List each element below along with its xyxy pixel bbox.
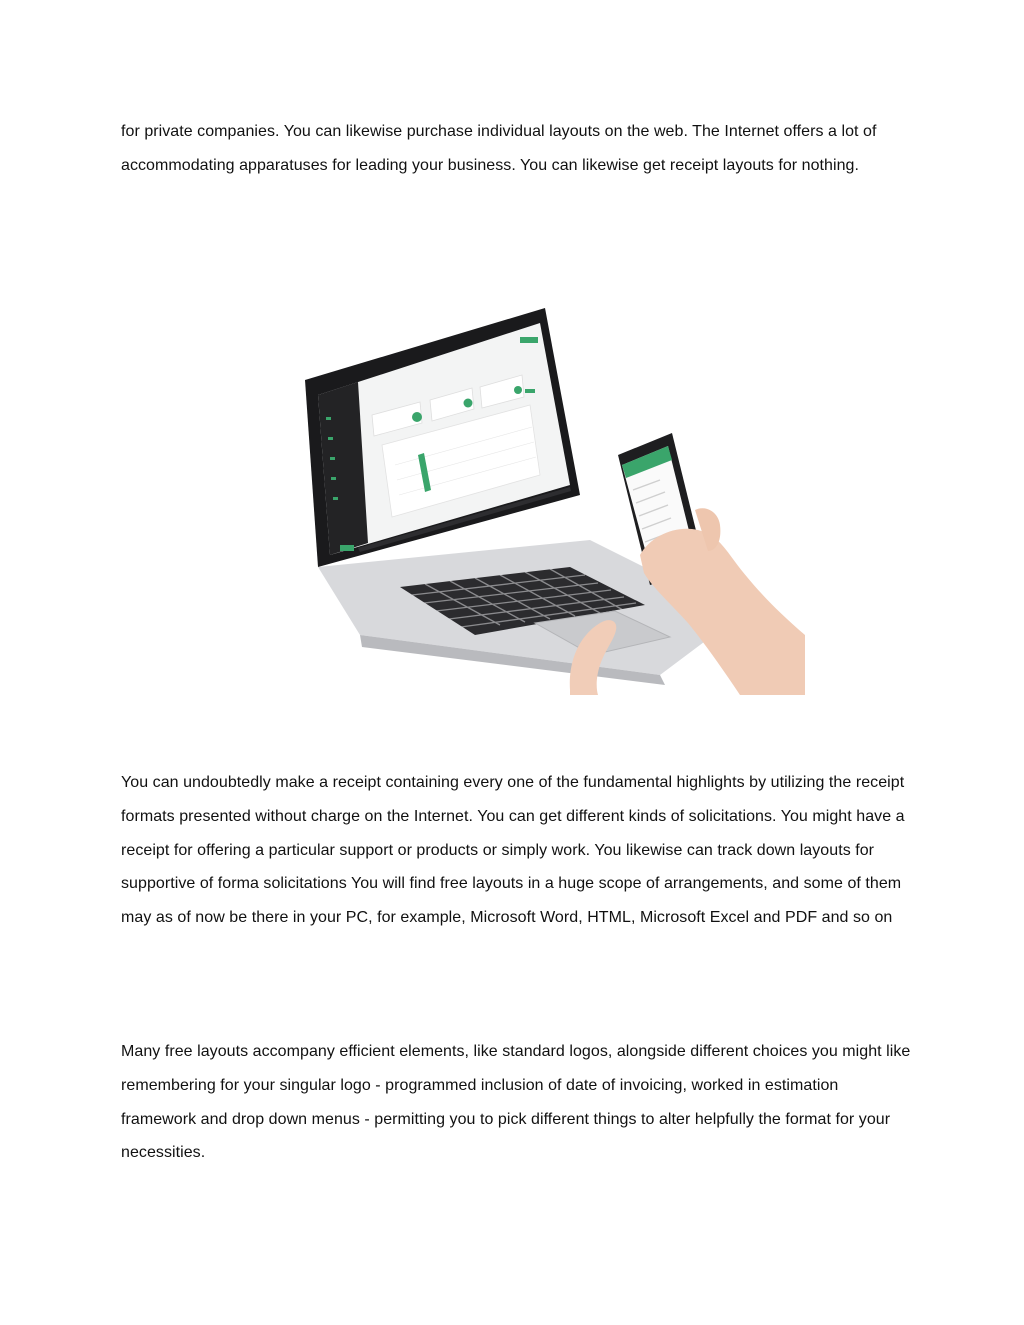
paragraph-intro: for private companies. You can likewise purchase individual layouts on the web. The Internet offers a lot of accommodating apparatuses for leading your business. You can likewise get receipt layouts for nothing. [121,123,877,174]
paragraph-free-layouts: Many free layouts accompany efficient elements, like standard logos, alongside different choices you might like remembering for your singular logo - programmed inclusion of date of invoicing, worked in estimation framework and drop down menus - permitting you to pick different things to alter helpfully the format for your necessities. [121,1043,911,1162]
paragraph-receipt-formats: You can undoubtedly make a receipt containing every one of the fundamental highlights by utilizing the receipt formats presented without charge on the Internet. You can get different kinds of solicitations. You might have a receipt for offering a particular support or products or simply work. You likewise can track down layouts for supportive of forma solicitations You will find free layouts in a huge scope of arrangements, and some of them may as of now be there in your PC, for example, Microsoft Word, HTML, Microsoft Excel and PDF and so on [121,774,905,927]
laptop-screen [305,308,580,567]
laptop-phone-image [300,305,805,695]
